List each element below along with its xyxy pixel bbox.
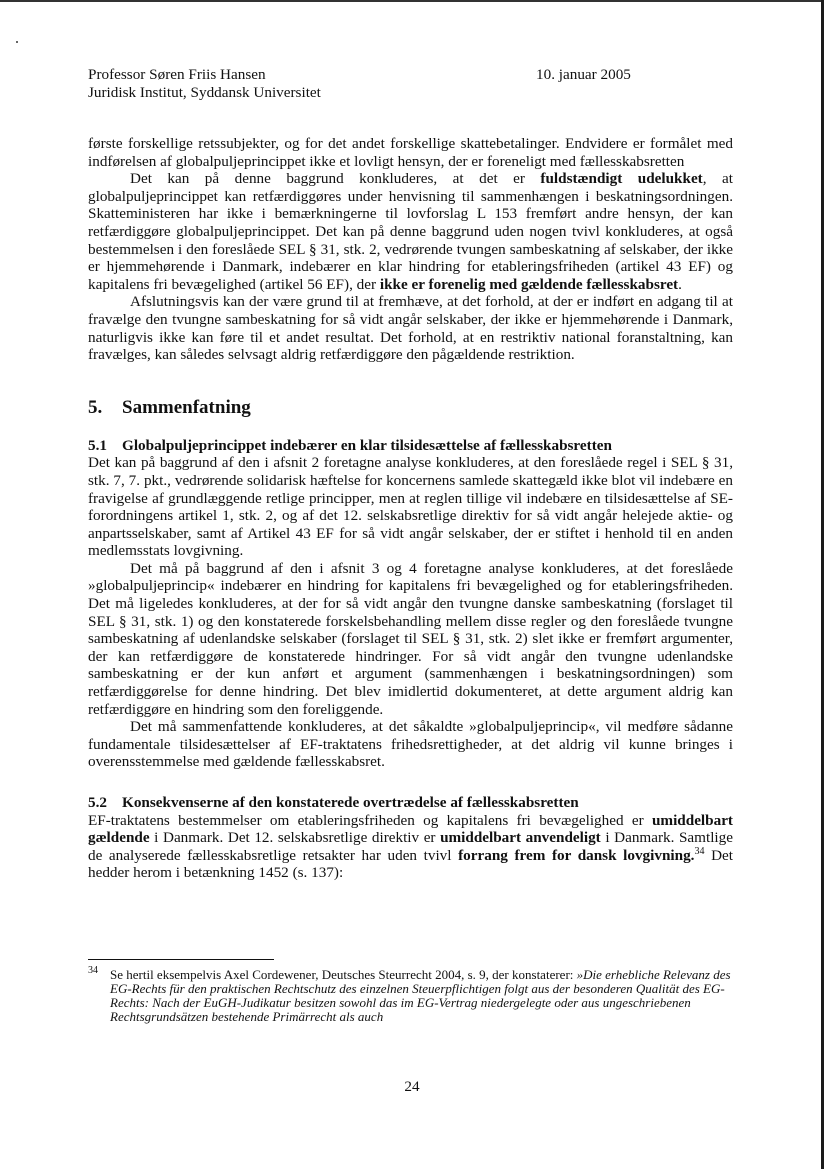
footnote [88,965,733,1024]
paragraph-5-1-c: Det må sammenfattende konkluderes, at det såkaldte »globalpuljeprincip«, vil medføre sådanne fundamentale tilsidesættelser af EF-traktatens frihedsrettigheder, at det aldrig vil kunne bringes i overensstemmelse med gældende fællesskabsret. [88,718,733,771]
footnote-divider [88,959,274,960]
text-run: , at globalpuljeprincippet kan retfærdiggøres under henvisning til sammenhængen i beskatningsordningen. Skatteministeren har ikke i bemærkningerne til lovforslag L 153 fremført andre hensyn, der kan retfærdiggøre globalpuljeprincippet. Det kan på denne baggrund uden nogen tvivl konkluderes, at også bestemmelsen i den foreslåede SEL § 31, stk. 2, vedrørende tvungen sambeskatning af selskaber, der ikke er hjemmehørende i Danmark, indebærer en klar hindring for etableringsfriheden (artikel 43 EF) og kapitalens fri bevægelighed (artikel 56 EF), der [88,170,733,293]
paragraph-5-1-a: Det kan på baggrund af den i afsnit 2 foretagne analyse konkluderes, at den foreslåede regel i SEL § 31, stk. 7, 7. pkt., vedrørende solidarisk hæftelse for koncernens samlede skattegæld ikke blot vil indebære en fravigelse af grundlæggende retlige principper, men at reglen tillige vil indebære en tilsidesættelse af SE-forordningens artikel 1, stk. 2, og af det 12. selskabsretlige direktiv for så vidt angår helejede aktie- og anpartsselskaber, samt af Artikel 43 EF for så vidt angår selskaber, der er stiftet i henhold til en anden medlemsstats lovgivning. [88,454,733,560]
footnote-lead: Se hertil eksempelvis Axel Cordewener, Deutsches Steurrecht 2004, s. 9, der konstaterer: [110,967,577,982]
paragraph-continuation: første forskellige retssubjekter, og for det andet forskellige skattebetalinger. Endvidere er formålet med indførelsen af globalpuljeprincippet ikke et lovligt hensyn, der er foreneligt med fællesskabsretten [88,135,733,170]
subsection-number: 5.1 [88,436,107,454]
scan-speck [16,41,18,43]
text-run: EF-traktatens bestemmelser om etableringsfriheden og kapitalens fri bevægelighed er [88,811,652,829]
header-institution: Juridisk Institut, Syddansk Universitet [88,84,321,101]
text-run: Det hedder herom i betænkning 1452 (s. 137): [88,846,733,882]
paragraph-conclusion [88,170,733,293]
paragraph-closing: Afslutningsvis kan der være grund til at fremhæve, at det forhold, at der er indført en adgang til at fravælge den tvungne sambeskatning for så vidt angår selskaber, der ikke er hjemmehørende i Danmark, naturligvis ikke kan føre til et andet resultat. Det forhold, at en restriktiv national foranstaltning, kan fravælges, kan således selvsagt aldrig retfærdiggøre den pågældende restriktion. [88,293,733,364]
header-author: Professor Søren Friis Hansen [88,66,266,83]
footnote-mark: 34 [88,965,98,976]
scan-top-edge [0,0,824,2]
bold-run: ikke er forenelig med gældende fællesskabsret [379,275,679,293]
bold-run: umiddelbart anvendeligt [440,829,601,847]
section-number: 5. [88,396,103,418]
bold-run: forrang frem for dansk lovgivning. [458,846,695,864]
text-run: . [678,275,682,293]
bold-run: umiddelbart gældende [88,811,733,847]
footnote-quote: »Die erhebliche Relevanz des EG-Rechts für den praktischen Rechtschutz des einzelnen Steuerpflichtigen folgt aus der besonderen Qualität des EG-Rechts: Nach der EuGH-Judikatur besitzen sowohl das im EG-Vertrag niedergelegte oder aus ungeschriebenen Rechtsgrundsätzen bestehende Primärrecht als auch [110,967,731,1024]
section-title: Sammenfatning [122,396,251,418]
paragraph-5-2 [88,812,733,882]
subsection-heading-5-1 [88,437,733,455]
page-header [88,66,733,102]
bold-run: fuldstændigt udelukket [540,170,703,188]
header-date: 10. januar 2005 [536,66,631,83]
text-run: i Danmark. Det 12. selskabsretlige direktiv er [149,829,441,847]
subsection-number: 5.2 [88,794,107,811]
text-run: Det kan på denne baggrund konkluderes, at det er [130,170,541,188]
footnote-text [110,968,733,1024]
page-body [88,135,733,882]
subsection-title: Globalpuljeprincippet indebærer en klar tilsidesættelse af fællesskabsretten [122,436,612,454]
subsection-title: Konsekvenserne af den konstaterede overtrædelse af fællesskabsretten [122,794,579,811]
section-heading-5 [88,397,733,419]
subsection-heading-5-2 [88,794,733,812]
page-number: 24 [404,1078,420,1095]
text-run: i Danmark. Samtlige de analyserede fællesskabsretlige retsakter har uden tvivl [88,829,733,864]
paragraph-5-1-b: Det må på baggrund af den i afsnit 3 og 4 foretagne analyse konkluderes, at det foreslåede »globalpuljeprincip« indebærer en hindring for kapitalens fri bevægelighed og for etableringsfriheden. Det må ligeledes konkluderes, at der for så vidt angår den tvungne danske sambeskatning (forslaget til SEL § 31, stk. 1) og den konstaterede forskelsbehandling mellem disse regler og den foreslåede tvungne sambeskatning af udenlandske selskaber (forslaget til SEL § 31, stk. 2) slet ikke er fremført argumenter, der kan retfærdiggøre de konstaterede hindringer. For så vidt angår den tvungne udenlandske sambeskatning er der kun anført et argument (sammenhængen i beskatningsordningen) som retfærdiggørelse for denne hindring. Det blev imidlertid dokumenteret, at dette argument aldrig kan retfærdiggøre en hindring som den foreliggende. [88,559,733,718]
footnote-reference[interactable]: 34 [694,845,705,857]
